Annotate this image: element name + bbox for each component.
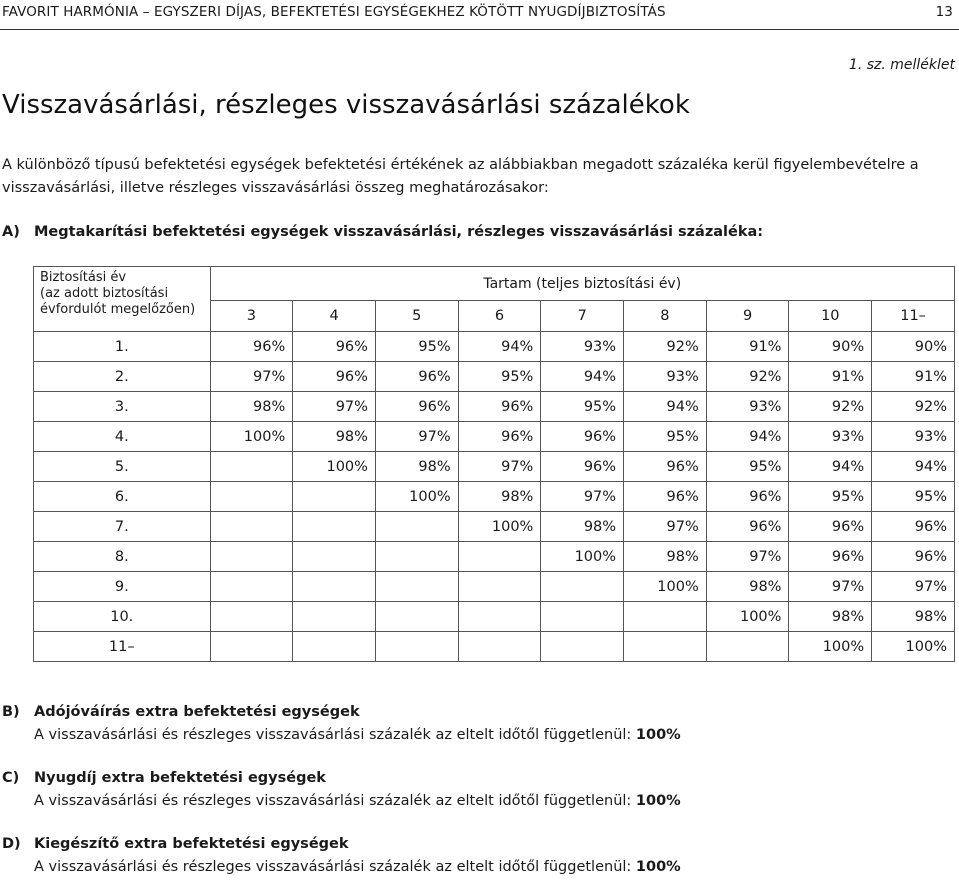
year-column-header xyxy=(34,267,211,332)
rate-cell xyxy=(706,632,789,662)
rate-cell: 98% xyxy=(458,482,541,512)
duration-cell: 10 xyxy=(789,301,872,332)
section-b-title: Adójóváírás extra befektetési egységek xyxy=(34,704,360,720)
table-row xyxy=(34,542,955,572)
surrender-rate-table xyxy=(33,266,955,662)
rate-cell xyxy=(210,602,293,632)
table-row xyxy=(34,422,955,452)
rate-cell xyxy=(458,602,541,632)
rate-cell: 96% xyxy=(458,392,541,422)
rate-cell xyxy=(624,632,707,662)
table-row xyxy=(34,392,955,422)
section-b-body: A visszavásárlási és részleges visszavásárlási százalék az eltelt időtől függetlenül: xyxy=(34,727,632,743)
section-c-title: Nyugdíj extra befektetési egységek xyxy=(34,770,326,786)
rate-cell xyxy=(210,512,293,542)
rate-cell: 96% xyxy=(624,452,707,482)
rate-cell: 94% xyxy=(458,332,541,362)
rate-cell: 96% xyxy=(541,452,624,482)
duration-cell: 6 xyxy=(458,301,541,332)
table-row xyxy=(34,332,955,362)
rate-cell xyxy=(541,602,624,632)
rate-cell xyxy=(541,632,624,662)
rate-cell: 92% xyxy=(789,392,872,422)
rate-cell: 95% xyxy=(375,332,458,362)
rate-cell xyxy=(210,482,293,512)
section-b-value: 100% xyxy=(635,727,681,743)
year-header-line: (az adott biztosítási xyxy=(40,286,169,301)
section-c-value: 100% xyxy=(635,793,681,809)
running-title: FAVORIT HARMÓNIA – EGYSZERI DÍJAS, BEFEKTETÉSI EGYSÉGEKHEZ KÖTÖTT NYUGDÍJBIZTOSÍTÁS xyxy=(2,4,666,20)
rate-cell: 96% xyxy=(789,512,872,542)
rate-cell xyxy=(293,632,376,662)
rate-cell: 97% xyxy=(375,422,458,452)
rate-cell xyxy=(624,602,707,632)
duration-cell: 11– xyxy=(872,301,955,332)
rate-cell xyxy=(293,542,376,572)
rate-cell xyxy=(375,632,458,662)
rate-cell: 97% xyxy=(210,362,293,392)
table-row xyxy=(34,482,955,512)
rate-cell: 100% xyxy=(789,632,872,662)
table-row xyxy=(34,362,955,392)
rate-cell: 100% xyxy=(624,572,707,602)
duration-header: Tartam (teljes biztosítási év) xyxy=(210,267,954,301)
rate-cell: 93% xyxy=(541,332,624,362)
rate-cell: 94% xyxy=(789,452,872,482)
rate-cell: 95% xyxy=(458,362,541,392)
rate-cell xyxy=(375,542,458,572)
rate-cell: 96% xyxy=(624,482,707,512)
table-header-row xyxy=(34,267,955,301)
rate-cell xyxy=(375,572,458,602)
rate-cell: 91% xyxy=(789,362,872,392)
table-body xyxy=(34,332,955,662)
year-cell: 8. xyxy=(34,542,211,572)
year-cell: 7. xyxy=(34,512,211,542)
year-cell: 10. xyxy=(34,602,211,632)
table-row xyxy=(34,632,955,662)
duration-cell: 5 xyxy=(375,301,458,332)
section-d-text xyxy=(2,856,681,879)
rate-cell: 94% xyxy=(624,392,707,422)
rate-cell: 100% xyxy=(706,602,789,632)
rate-cell: 92% xyxy=(624,332,707,362)
rate-cell: 98% xyxy=(293,422,376,452)
annex-label: 1. sz. melléklet xyxy=(848,57,955,73)
year-cell: 11– xyxy=(34,632,211,662)
rate-cell: 96% xyxy=(706,512,789,542)
duration-cell: 9 xyxy=(706,301,789,332)
rate-cell xyxy=(210,542,293,572)
rate-cell: 96% xyxy=(375,392,458,422)
rate-cell xyxy=(293,572,376,602)
section-a-heading xyxy=(2,224,763,240)
rate-cell: 90% xyxy=(789,332,872,362)
rate-cell: 98% xyxy=(706,572,789,602)
year-header-line: Biztosítási év xyxy=(40,270,127,285)
rate-cell: 100% xyxy=(458,512,541,542)
table-row xyxy=(34,572,955,602)
rate-cell: 96% xyxy=(458,422,541,452)
rate-cell: 94% xyxy=(872,452,955,482)
section-d-value: 100% xyxy=(635,859,681,875)
rate-cell: 95% xyxy=(872,482,955,512)
rate-cell: 97% xyxy=(458,452,541,482)
rate-cell xyxy=(293,602,376,632)
rate-cell: 96% xyxy=(375,362,458,392)
rate-cell: 96% xyxy=(210,332,293,362)
rate-cell: 92% xyxy=(872,392,955,422)
rate-cell: 93% xyxy=(624,362,707,392)
rate-cell xyxy=(541,572,624,602)
rate-cell: 96% xyxy=(293,332,376,362)
year-cell: 5. xyxy=(34,452,211,482)
rate-cell xyxy=(458,572,541,602)
rate-cell xyxy=(458,632,541,662)
section-b xyxy=(2,701,681,747)
rate-cell: 96% xyxy=(293,362,376,392)
rate-cell: 97% xyxy=(541,482,624,512)
rate-cell: 100% xyxy=(541,542,624,572)
rate-cell xyxy=(375,602,458,632)
rate-cell: 94% xyxy=(541,362,624,392)
year-cell: 2. xyxy=(34,362,211,392)
running-header xyxy=(2,4,955,20)
section-b-heading xyxy=(2,701,681,724)
rate-cell: 96% xyxy=(541,422,624,452)
section-d-heading xyxy=(2,833,681,856)
section-c-text xyxy=(2,790,681,813)
section-a-letter: A) xyxy=(2,224,20,240)
page-number: 13 xyxy=(935,4,953,20)
rate-cell xyxy=(210,452,293,482)
section-c xyxy=(2,767,681,813)
rate-cell xyxy=(210,632,293,662)
rate-cell: 97% xyxy=(624,512,707,542)
section-c-body: A visszavásárlási és részleges visszavásárlási százalék az eltelt időtől függetlenül: xyxy=(34,793,632,809)
page-title: Visszavásárlási, részleges visszavásárlási százalékok xyxy=(2,90,690,120)
rate-cell: 91% xyxy=(706,332,789,362)
rate-cell: 93% xyxy=(872,422,955,452)
rate-cell: 94% xyxy=(706,422,789,452)
year-cell: 4. xyxy=(34,422,211,452)
rate-cell: 95% xyxy=(624,422,707,452)
rate-cell: 98% xyxy=(872,602,955,632)
rate-cell: 96% xyxy=(872,512,955,542)
rate-cell: 93% xyxy=(789,422,872,452)
rate-cell: 97% xyxy=(706,542,789,572)
rate-cell xyxy=(293,512,376,542)
section-d-body: A visszavásárlási és részleges visszavásárlási százalék az eltelt időtől függetlenül: xyxy=(34,859,632,875)
duration-cell: 8 xyxy=(624,301,707,332)
rate-cell xyxy=(458,542,541,572)
rate-cell: 96% xyxy=(789,542,872,572)
duration-cell: 4 xyxy=(293,301,376,332)
rate-cell: 100% xyxy=(872,632,955,662)
table-row xyxy=(34,602,955,632)
rate-cell xyxy=(293,482,376,512)
header-divider xyxy=(0,29,959,30)
year-cell: 6. xyxy=(34,482,211,512)
rate-cell: 90% xyxy=(872,332,955,362)
year-cell: 1. xyxy=(34,332,211,362)
rate-cell: 96% xyxy=(872,542,955,572)
rate-cell: 98% xyxy=(624,542,707,572)
rate-cell: 97% xyxy=(872,572,955,602)
section-d-letter: D) xyxy=(2,836,21,852)
section-a-title: Megtakarítási befektetési egységek visszavásárlási, részleges visszavásárlási százaléka: xyxy=(34,224,764,240)
section-b-text xyxy=(2,724,681,747)
rate-cell xyxy=(375,512,458,542)
rate-cell: 98% xyxy=(789,602,872,632)
section-d-title: Kiegészítő extra befektetési egységek xyxy=(34,836,349,852)
year-cell: 3. xyxy=(34,392,211,422)
section-b-letter: B) xyxy=(2,704,20,720)
rate-cell: 98% xyxy=(210,392,293,422)
rate-cell: 95% xyxy=(789,482,872,512)
section-c-letter: C) xyxy=(2,770,20,786)
year-header-line: évfordulót megelőzően) xyxy=(40,302,196,317)
rate-cell xyxy=(210,572,293,602)
rate-cell: 100% xyxy=(210,422,293,452)
rate-cell: 97% xyxy=(293,392,376,422)
table-row xyxy=(34,512,955,542)
rate-cell: 98% xyxy=(541,512,624,542)
rate-cell: 96% xyxy=(706,482,789,512)
duration-cell: 3 xyxy=(210,301,293,332)
rate-cell: 97% xyxy=(789,572,872,602)
section-c-heading xyxy=(2,767,681,790)
table-row xyxy=(34,452,955,482)
rate-cell: 98% xyxy=(375,452,458,482)
year-cell: 9. xyxy=(34,572,211,602)
rate-cell: 95% xyxy=(706,452,789,482)
rate-cell: 93% xyxy=(706,392,789,422)
rate-cell: 100% xyxy=(375,482,458,512)
rate-cell: 100% xyxy=(293,452,376,482)
intro-paragraph: A különböző típusú befektetési egységek befektetési értékének az alábbiakban megadott százaléka kerül figyelembevételre a visszavásárlási, illetve részleges visszavásárlási összeg meghatározásakor: xyxy=(2,157,919,196)
rate-cell: 91% xyxy=(872,362,955,392)
duration-cell: 7 xyxy=(541,301,624,332)
section-d xyxy=(2,833,681,879)
rate-cell: 92% xyxy=(706,362,789,392)
rate-cell: 95% xyxy=(541,392,624,422)
